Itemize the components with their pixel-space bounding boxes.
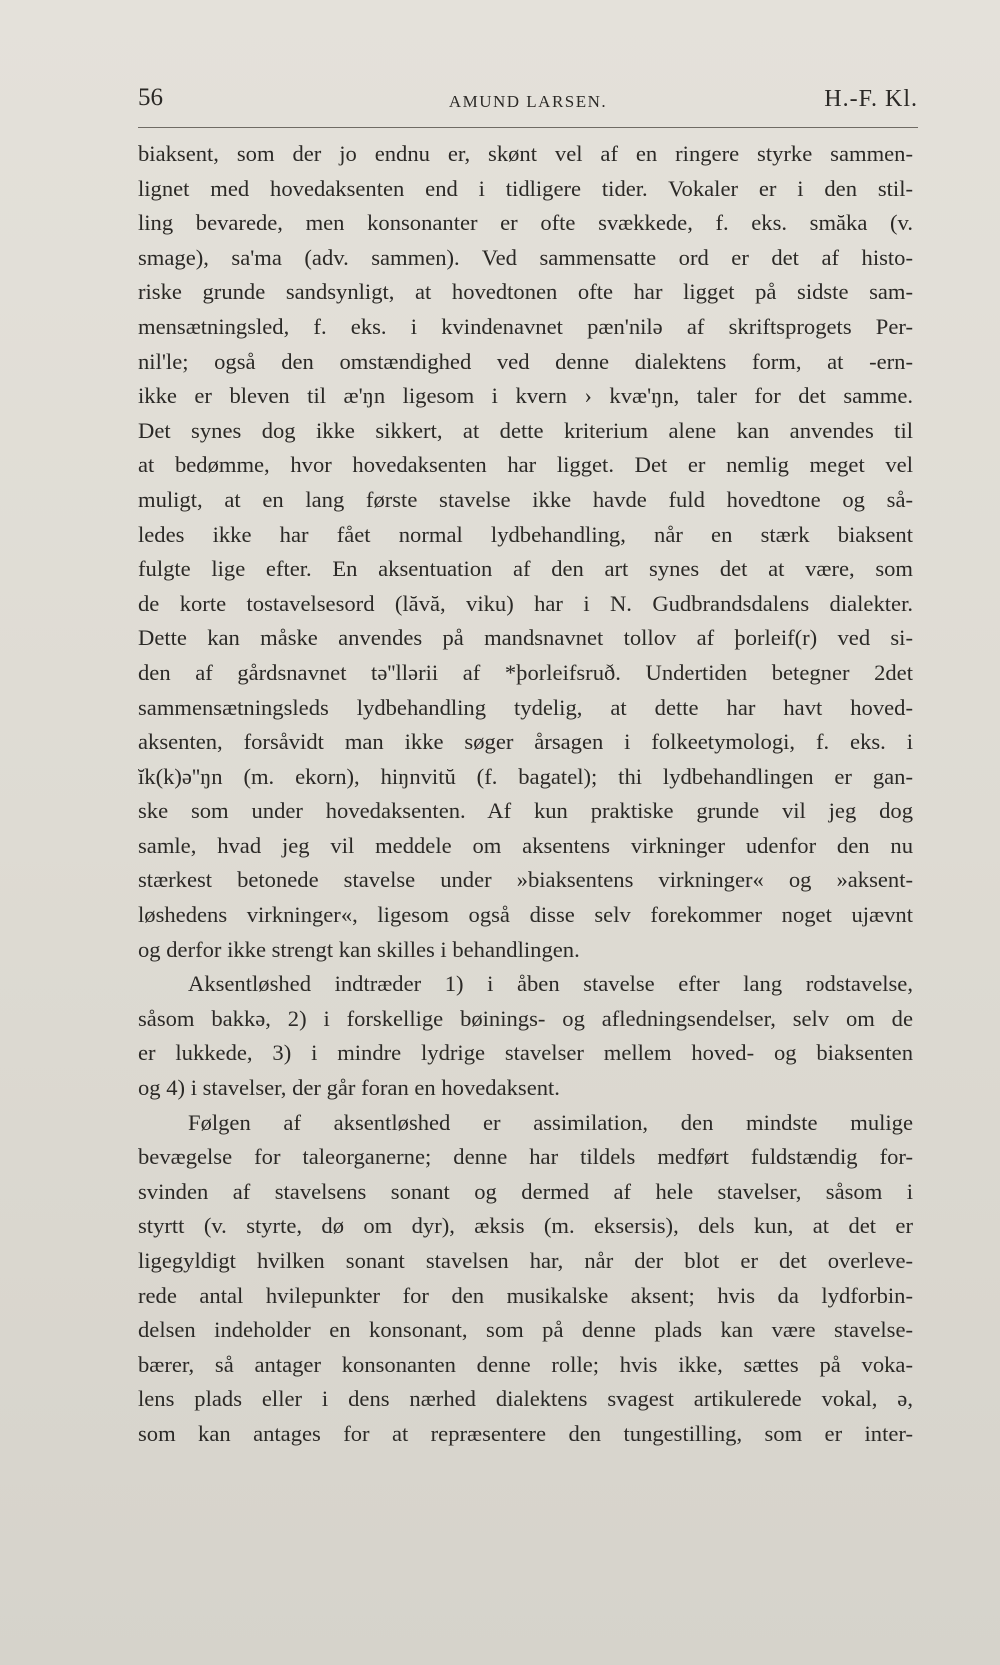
text-line: styrtt (v. styrte, dø om dyr), æksis (m. eksersis), dels kun, at det er <box>138 1213 913 1239</box>
header-rule <box>138 127 918 128</box>
page-number: 56 <box>138 84 163 111</box>
text-line: Dette kan måske anvendes på mandsnavnet tollov af þorleif(r) ved si- <box>138 625 913 651</box>
text-line: delsen indeholder en konsonant, som på denne plads kan være stavelse- <box>138 1317 913 1343</box>
text-line: såsom bakkə, 2) i forskellige bøinings- og afledningsendelser, selv om de <box>138 1005 913 1031</box>
text-line: og 4) i stavelser, der går foran en hovedaksent. <box>138 1075 560 1101</box>
text-line: svinden af stavelsens sonant og dermed af hele stavelser, såsom i <box>138 1178 913 1204</box>
text-line: muligt, at en lang første stavelse ikke havde fuld hovedtone og så- <box>138 486 913 512</box>
text-line: stærkest betonede stavelse under »biaksentens virkninger« og »aksent- <box>138 867 913 893</box>
text-line: ikke er bleven til æ'ŋn ligesom i kvern › kvæ'ŋn, taler for det samme. <box>138 383 913 409</box>
paragraph <box>138 1106 913 1452</box>
text-line: den af gårdsnavnet tə''llərii af *þorleifsruð. Undertiden betegner 2det <box>138 659 913 685</box>
text-line: samle, hvad jeg vil meddele om aksentens virkninger udenfor den nu <box>138 832 913 858</box>
section-tag: H.-F. Kl. <box>824 86 918 112</box>
text-line: sammensætningsleds lydbehandling tydelig, at dette har havt hoved- <box>138 694 913 720</box>
text-line: biaksent, som der jo endnu er, skønt vel af en ringere styrke sammen- <box>138 141 913 166</box>
text-line: smage), sa'ma (adv. sammen). Ved sammensatte ord er det af histo- <box>138 244 913 270</box>
text-line: ĭk(k)ə''ŋn (m. ekorn), hiŋnvitŭ (f. bagatel); thi lydbehandlingen er gan- <box>138 763 913 789</box>
paragraph <box>138 137 913 967</box>
text-line: bevægelse for taleorganerne; denne har tildels medført fuldstændig for- <box>138 1144 913 1170</box>
text-line: riske grunde sandsynligt, at hovedtonen ofte har ligget på sidste sam- <box>138 279 913 305</box>
text-line: ledes ikke har fået normal lydbehandling, når en stærk biaksent <box>138 521 913 547</box>
text-line: lignet med hovedaksenten end i tidligere tider. Vokaler er i den stil- <box>138 175 913 201</box>
text-line: Det synes dog ikke sikkert, at dette kriterium alene kan anvendes til <box>138 417 913 443</box>
text-line: nil'le; også den omstændighed ved denne dialektens form, at -ern- <box>138 348 913 374</box>
text-line: Følgen af aksentløshed er assimilation, den mindste mulige <box>188 1109 913 1135</box>
text-line: er lukkede, 3) i mindre lydrige stavelser mellem hoved- og biaksenten <box>138 1040 913 1066</box>
running-title: AMUND LARSEN. <box>448 92 608 111</box>
text-line: løshedens virkninger«, ligesom også disse selv forekommer noget ujævnt <box>138 902 913 928</box>
text-line: at bedømme, hvor hovedaksenten har ligget. Det er nemlig meget vel <box>138 452 913 478</box>
page-header <box>138 84 918 124</box>
text-line: mensætningsled, f. eks. i kvindenavnet pæn'nilə af skriftsprogets Per- <box>138 313 913 339</box>
text-line: aksenten, forsåvidt man ikke søger årsagen i folkeetymologi, f. eks. i <box>138 729 913 755</box>
text-line: ling bevarede, men konsonanter er ofte svækkede, f. eks. smăka (v. <box>138 210 913 236</box>
text-line: ligegyldigt hvilken sonant stavelsen har, når der blot er det overleve- <box>138 1248 913 1273</box>
paragraph <box>138 967 913 1105</box>
text-line: og derfor ikke strengt kan skilles i behandlingen. <box>138 936 580 962</box>
text-line: de korte tostavelsesord (lăvă, viku) har i N. Gudbrandsdalens dialekter. <box>138 590 913 616</box>
text-line: lens plads eller i dens nærhed dialektens svagest artikulerede vokal, ə, <box>138 1386 913 1412</box>
text-line: fulgte lige efter. En aksentuation af den art synes det at være, som <box>138 556 913 582</box>
body-text <box>138 137 913 1452</box>
text-line: Aksentløshed indtræder 1) i åben stavelse efter lang rodstavelse, <box>188 971 913 997</box>
text-line: bærer, så antager konsonanten denne rolle; hvis ikke, sættes på voka- <box>138 1351 913 1377</box>
text-line: som kan antages for at repræsentere den tungestilling, som er inter- <box>138 1420 913 1446</box>
text-line: ske som under hovedaksenten. Af kun praktiske grunde vil jeg dog <box>138 798 913 824</box>
text-line: rede antal hvilepunkter for den musikalske aksent; hvis da lydforbin- <box>138 1282 913 1308</box>
